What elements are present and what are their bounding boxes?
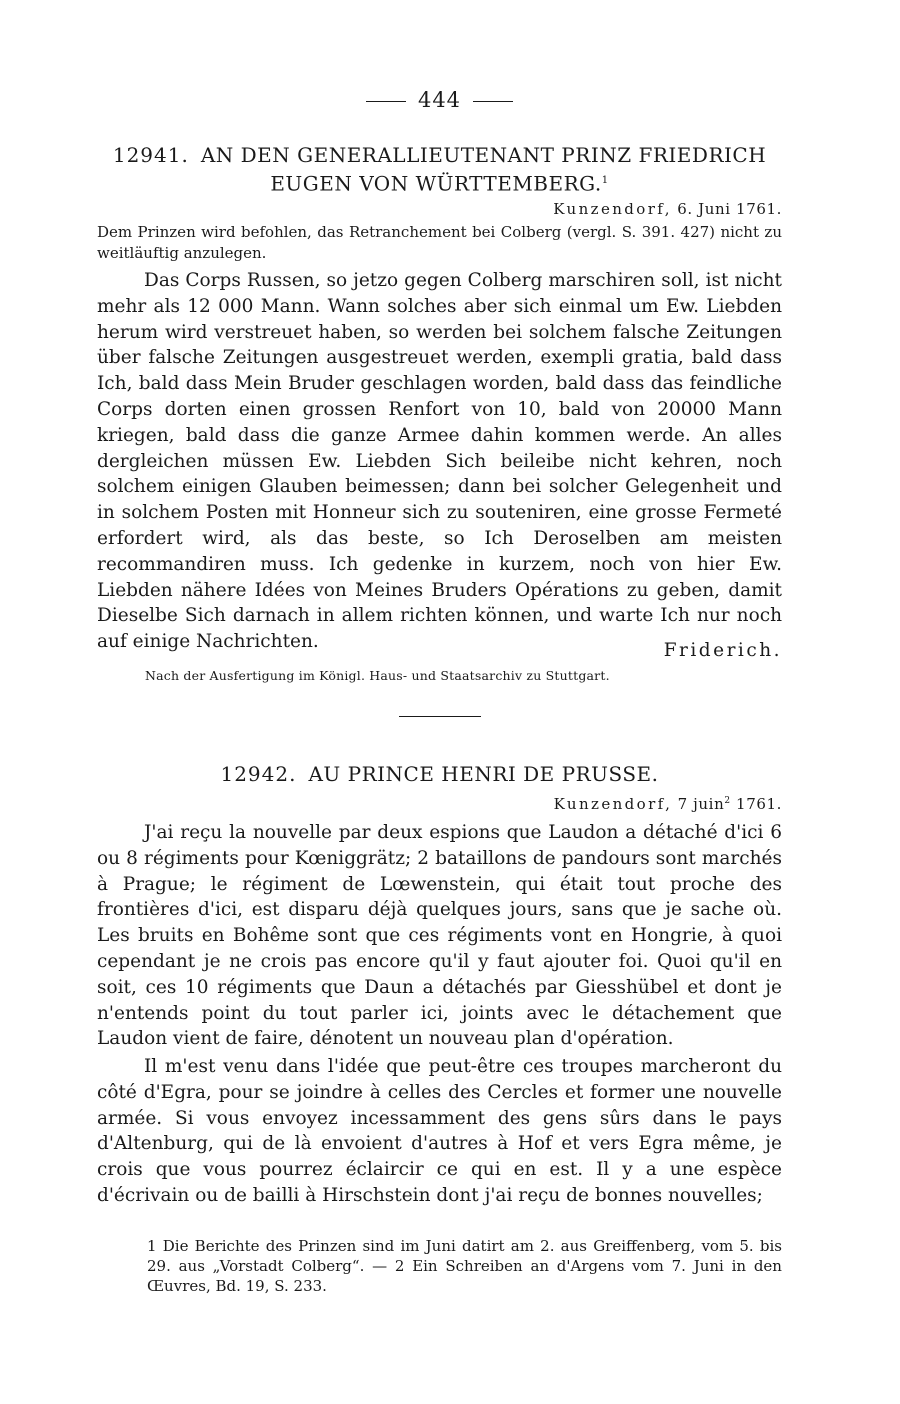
- letter-1-addressee-line-1: AN DEN GENERALLIEUTENANT PRINZ FRIEDRICH: [200, 143, 767, 167]
- footnote-2-mark: 2: [394, 1257, 405, 1275]
- page-number: 444: [97, 88, 782, 112]
- footnotes: [97, 1236, 782, 1296]
- letter-1-addressee-line-2: EUGEN VON WÜRTTEMBERG.: [270, 171, 602, 196]
- letter-1-dateline: [553, 200, 782, 218]
- footnote-1: Die Berichte des Prinzen sind im Juni datirt am 2. aus Greiffenberg, vom 5. bis 29. aus „Vorstadt Colberg“.: [147, 1237, 782, 1275]
- footnote-2: Ein Schreiben an d'Argens vom 7. Juni in den Œuvres, Bd. 19, S. 233.: [147, 1257, 782, 1295]
- section-divider: [399, 716, 481, 717]
- footnote-mark-1: 1: [601, 175, 609, 186]
- letter-1-summary: Dem Prinzen wird befohlen, das Retranchement bei Colberg (vergl. S. 391. 427) nicht zu weitläuftig anzulegen.: [97, 223, 782, 262]
- letter-2-date: 7 juin$^2$ 1761.: [677, 795, 782, 813]
- page-number-rule-left: [366, 101, 406, 102]
- letter-2-number: 12942.: [220, 762, 297, 786]
- letter-2-addressee: AU PRINCE HENRI DE PRUSSE.: [308, 762, 659, 786]
- letter-2-paragraph-2: Il m'est venu dans l'idée que peut-être ces troupes marcheront du côté d'Egra, pour se joindre à celles des Cercles et former une nouvelle armée. Si vous envoyez incessamment des gens sûrs dans le pays d'Altenburg, qui de là envoient d'autres à Hof et vers Egra même, je crois que vous pourrez éclaircir ce qui en est. Il y a une espèce d'écrivain ou de bailli à Hirschstein dont j'ai reçu de bonnes nouvelles;: [97, 1056, 782, 1206]
- letter-1-place: Kunzendorf,: [553, 200, 672, 218]
- letter-1-date: 6. Juni 1761.: [677, 200, 782, 218]
- letter-1-signature: Friderich.: [663, 640, 782, 661]
- footnote-1-mark: 1: [147, 1237, 157, 1255]
- letter-1-heading: [97, 143, 782, 197]
- letter-2-place: Kunzendorf,: [553, 795, 673, 813]
- letter-1-source-note: Nach der Ausfertigung im Königl. Haus- und Staatsarchiv zu Stuttgart.: [145, 668, 610, 683]
- footnote-separator: —: [372, 1257, 388, 1275]
- letter-1-body: Das Corps Russen, so jetzo gegen Colberg marschiren soll, ist nicht mehr als 12 000 Mann. Wann solches aber sich einmal um Ew. Liebden herum wird verstreuet haben, so werden bei solchem falsche Zeitungen über falsche Zeitungen ausgestreuet werden, exempli gratia, bald dass Ich, bald dass Mein Bruder geschlagen worden, bald dass das feindliche Corps dorten einen grossen Renfort von 10, bald von 20000 Mann kriegen, bald dass die ganze Armee dahin kommen werde. An alles dergleichen müssen Ew. Liebden Sich beileibe nicht kehren, noch solchem einigen Glauben beimessen; dann bei solcher Gelegenheit und in solchem Posten mit Honneur sich zu souteniren, eine grosse Fermeté erfordert wird, als das beste, so Ich Deroselben am meisten recommandiren muss. Ich gedenke in kurzem, noch von hier Ew. Liebden nähere Idées von Meines Bruders Opérations zu geben, damit Dieselbe Sich darnach in allem richten können, und warte Ich nur noch auf einige Nachrichten.: [97, 270, 782, 653]
- letter-1-number: 12941.: [112, 143, 189, 167]
- letter-2-dateline: [554, 795, 782, 813]
- page-number-rule-right: [473, 101, 513, 102]
- footnote-mark-2: 2: [724, 796, 731, 806]
- letter-2-paragraph-1: J'ai reçu la nouvelle par deux espions que Laudon a détaché d'ici 6 ou 8 régiments pour Kœniggrätz; 2 bataillons de pandours sont marchés à Prague; le régiment de Lœwenstein, qui était tout proche des frontières d'ici, est disparu déjà quelques jours, sans que je sache où. Les bruits en Bohême sont que ces régiments vont en Hongrie, à quoi cependant je ne crois pas encore qu'il y faut ajouter foi. Quoi qu'il en soit, ces 10 régiments que Daun a détachés par Giesshübel et dont je n'entends point du tout parler ici, joints avec le détachement que Laudon vient de faire, dénotent un nouveau plan d'opération.: [97, 822, 782, 1050]
- footnotes-text: [97, 1236, 782, 1296]
- letter-2-heading: [97, 762, 782, 787]
